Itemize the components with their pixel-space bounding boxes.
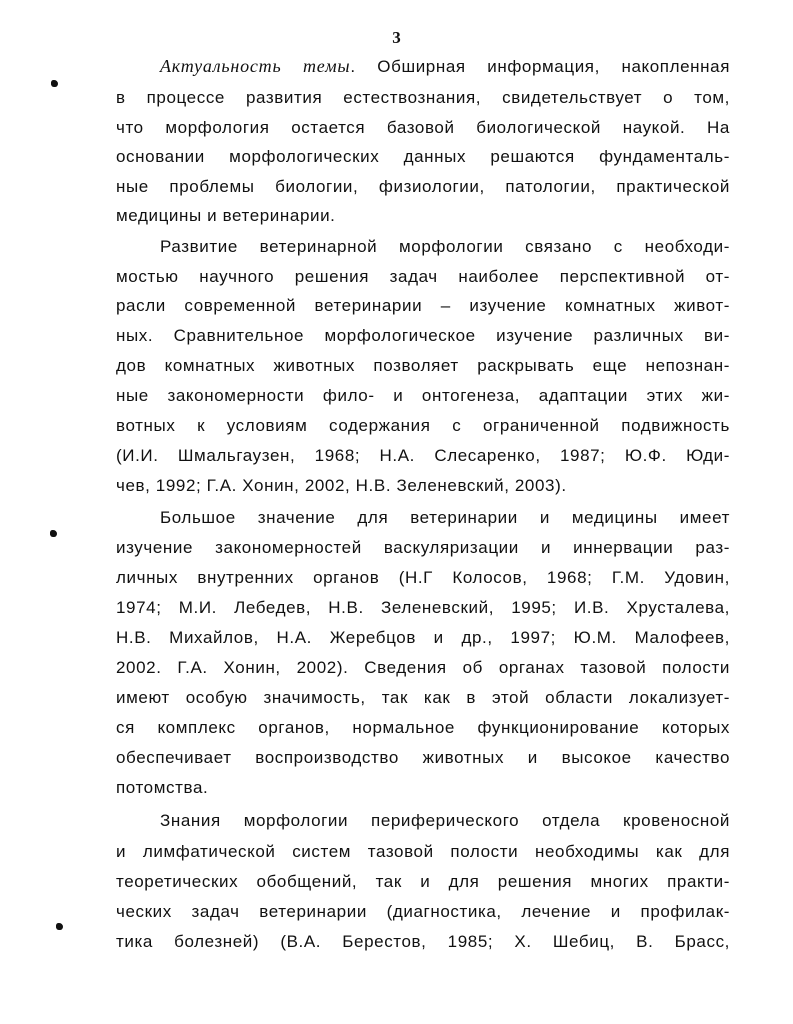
- paragraph-2-line: дов комнатных животных позволяет раскрывать еще непознан-: [116, 356, 730, 375]
- paragraph-4-line: и лимфатической систем тазовой полости необходимы как для: [116, 842, 730, 861]
- scan-speck: [50, 530, 57, 537]
- page-number: 3: [392, 28, 401, 47]
- paragraph-2-line: (И.И. Шмальгаузен, 1968; Н.А. Слесаренко, 1987; Ю.Ф. Юди-: [116, 446, 730, 465]
- paragraph-1-line: что морфология остается базовой биологической наукой. На: [116, 118, 730, 137]
- paragraph-3-line: Н.В. Михайлов, Н.А. Жеребцов и др., 1997; Ю.М. Малофеев,: [116, 628, 730, 647]
- paragraph-4-line: ческих задач ветеринарии (диагностика, лечение и профилак-: [116, 902, 730, 921]
- paragraph-2-line: ные закономерности фило- и онтогенеза, адаптации этих жи-: [116, 386, 730, 405]
- paragraph-4-line: тика болезней) (В.А. Берестов, 1985; Х. Шебиц, В. Брасс,: [116, 932, 730, 951]
- paragraph-4-line: Знания морфологии периферического отдела кровеносной: [160, 811, 730, 830]
- paragraph-4-line: теоретических обобщений, так и для решения многих практи-: [116, 872, 730, 891]
- paragraph-3-line: изучение закономерностей васкуляризации и иннервации раз-: [116, 538, 730, 557]
- scan-speck: [56, 923, 63, 930]
- section-heading-inline: Актуальность темы: [160, 56, 351, 76]
- paragraph-1-line: Актуальность темы. Обширная информация, накопленная: [160, 56, 731, 76]
- paragraph-2-line: чев, 1992; Г.А. Хонин, 2002, Н.В. Зеленевский, 2003).: [116, 476, 567, 495]
- paragraph-1-line: в процессе развития естествознания, свидетельствует о том,: [116, 88, 730, 107]
- paragraph-3-line: потомства.: [116, 778, 209, 797]
- paragraph-2-line: вотных к условиям содержания с ограниченной подвижность: [116, 416, 730, 435]
- paragraph-3-line: личных внутренних органов (Н.Г Колосов, 1968; Г.М. Удовин,: [116, 568, 730, 587]
- paragraph-3-line: обеспечивает воспроизводство животных и высокое качество: [116, 748, 730, 767]
- paragraph-3-line: 2002. Г.А. Хонин, 2002). Сведения об органах тазовой полости: [116, 658, 730, 677]
- paragraph-3-line: ся комплекс органов, нормальное функционирование которых: [116, 718, 730, 737]
- paragraph-3-line: Большое значение для ветеринарии и медицины имеет: [160, 508, 730, 527]
- paragraph-2-line: расли современной ветеринарии – изучение комнатных живот-: [116, 296, 730, 315]
- scan-speck: [51, 80, 58, 87]
- paragraph-2-line: Развитие ветеринарной морфологии связано с необходи-: [160, 237, 730, 256]
- paragraph-2-line: мостью научного решения задач наиболее перспективной от-: [116, 267, 730, 286]
- paragraph-1-line: основании морфологических данных решаются фундаменталь-: [116, 147, 730, 166]
- paragraph-1-line: ные проблемы биологии, физиологии, патологии, практической: [116, 177, 730, 196]
- paragraph-3-line: имеют особую значимость, так как в этой области локализует-: [116, 688, 730, 707]
- paragraph-3-line: 1974; М.И. Лебедев, Н.В. Зеленевский, 1995; И.В. Хрусталева,: [116, 598, 730, 617]
- paragraph-2-line: ных. Сравнительное морфологическое изучение различных ви-: [116, 326, 730, 345]
- paragraph-1-line: медицины и ветеринарии.: [116, 206, 336, 225]
